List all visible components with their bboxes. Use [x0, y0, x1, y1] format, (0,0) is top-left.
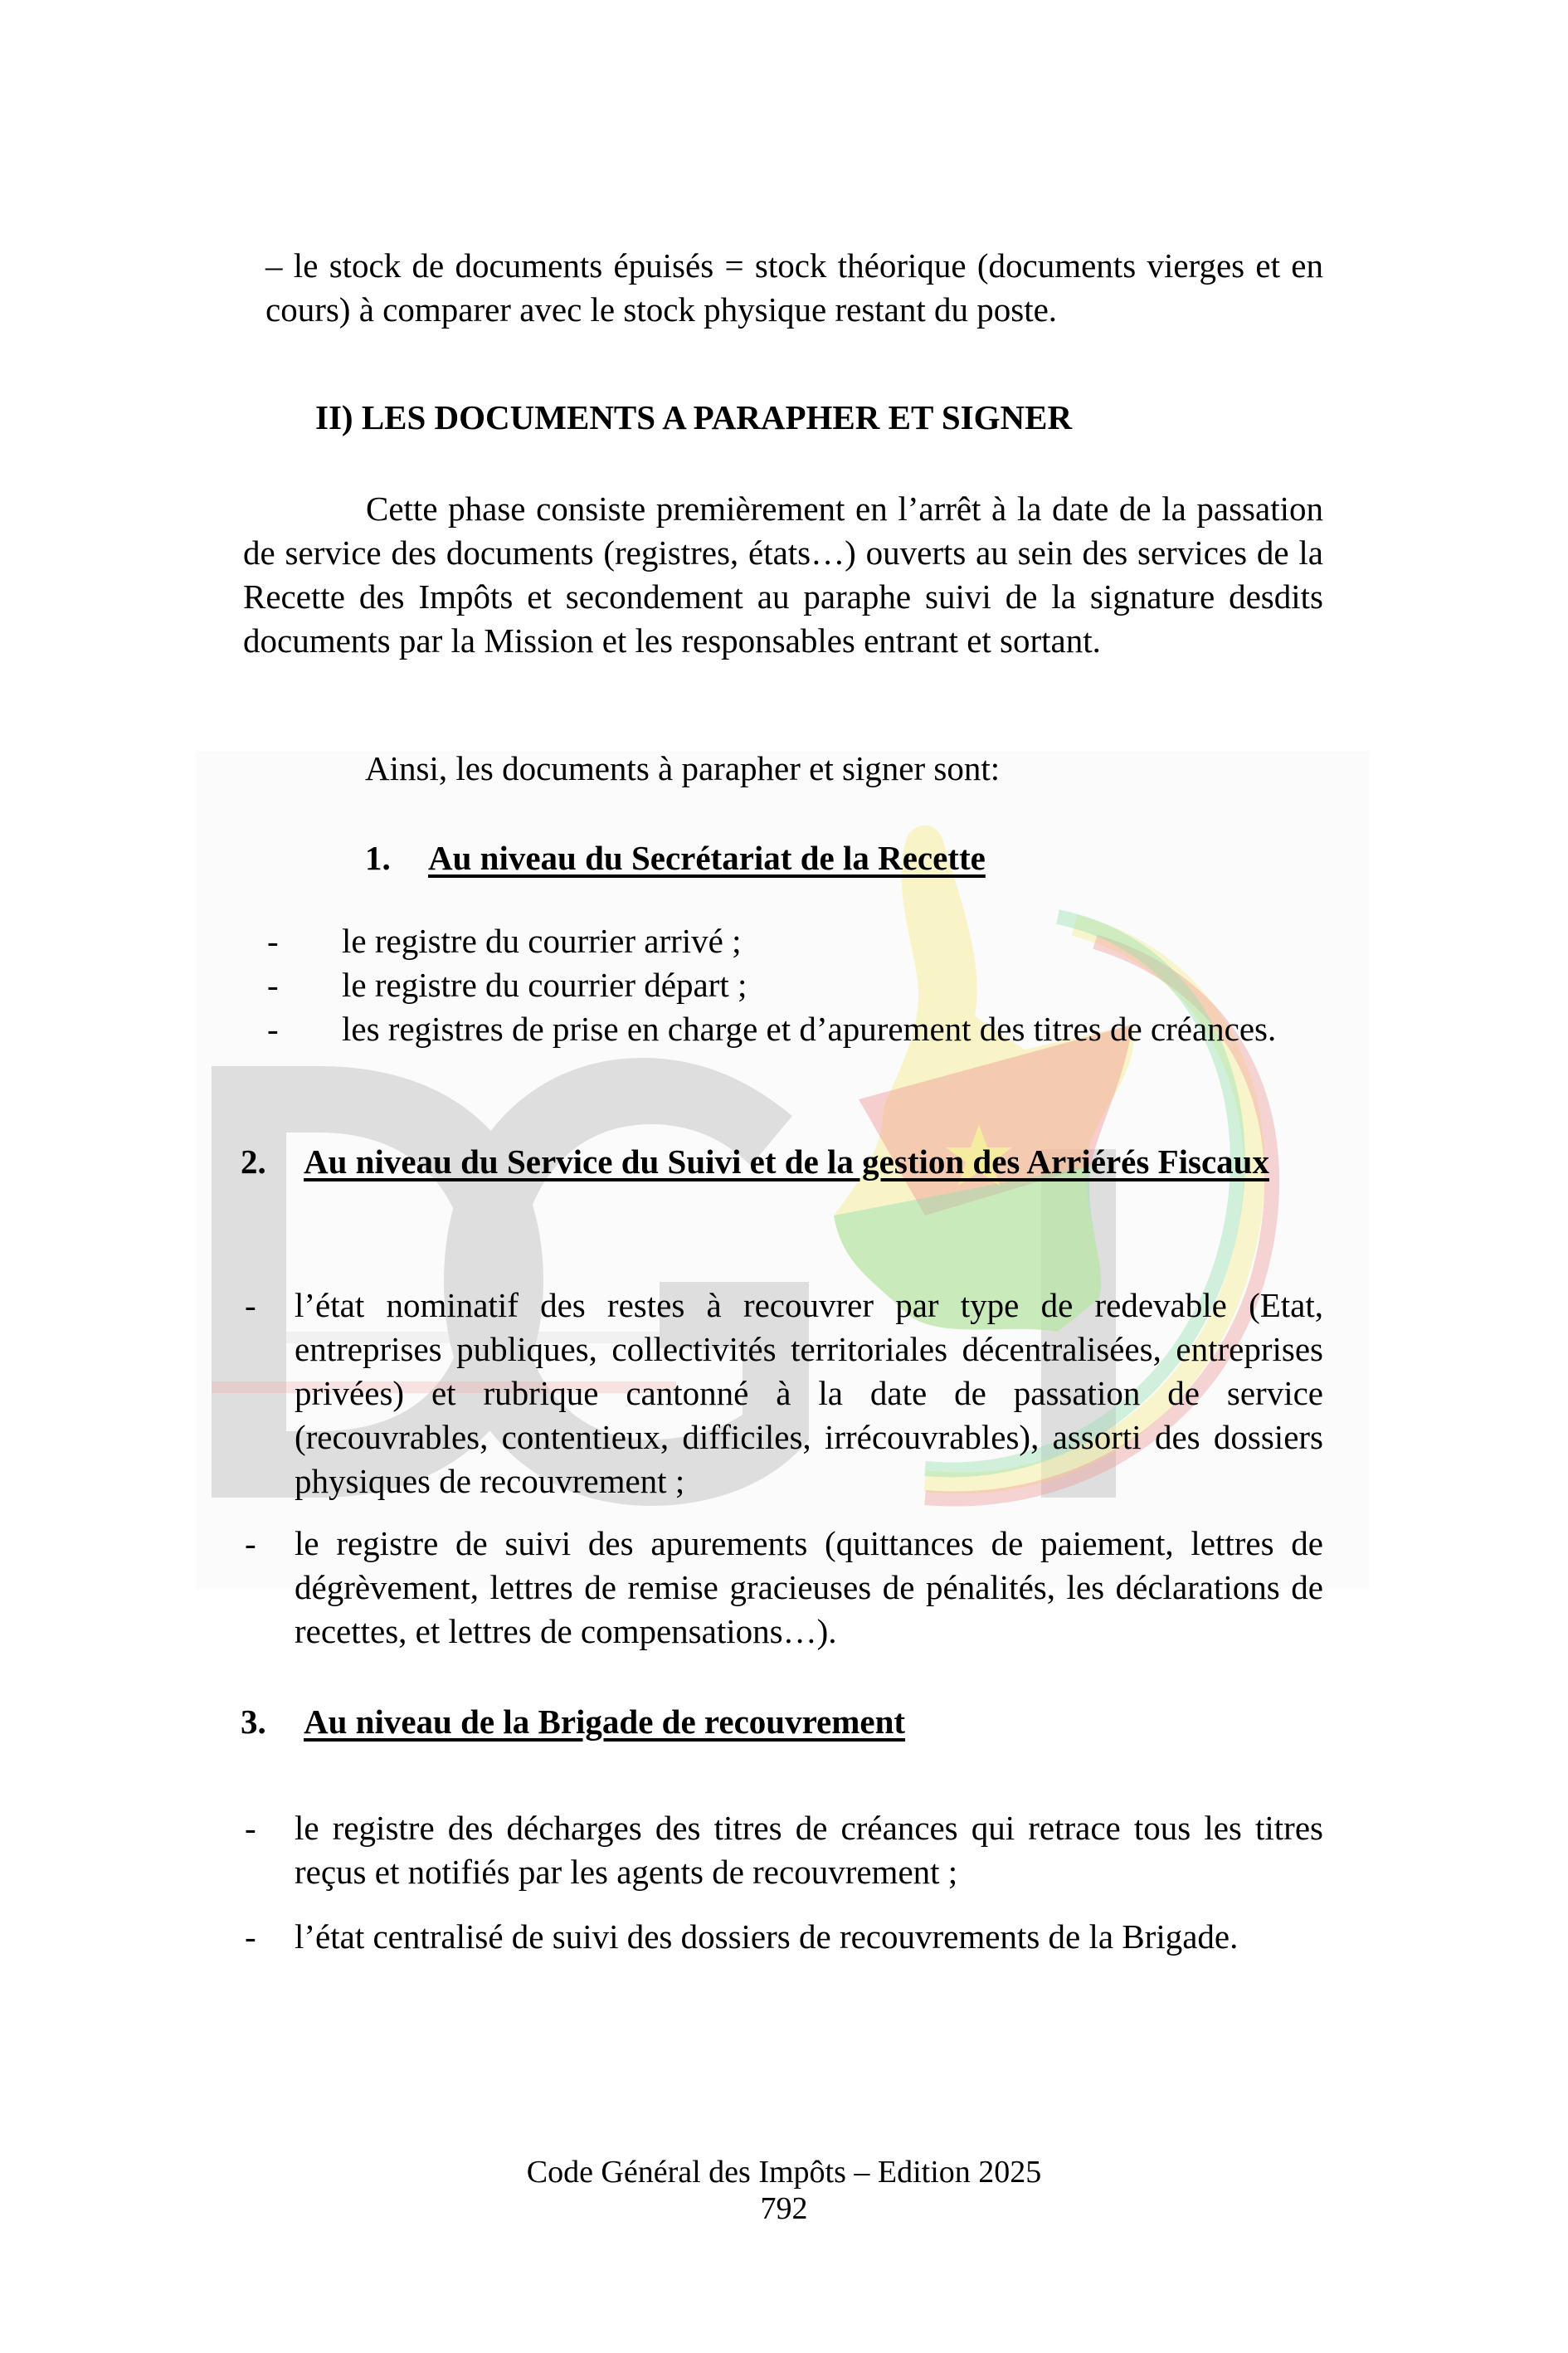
bullet-dash: -	[267, 922, 279, 960]
list-item-text: le registre des décharges des titres de créances qui retrace tous les titres reçus et notifiés par les agents de recouvrement ;	[295, 1809, 1323, 1891]
list-item-text: l’état centralisé de suivi des dossiers de recouvrements de la Brigade.	[295, 1917, 1239, 1956]
list-item-text: le registre du courrier départ ;	[342, 966, 747, 1004]
bullet-dash: -	[245, 1917, 256, 1956]
subsection-number: 3.	[241, 1703, 266, 1741]
body-paragraph	[243, 487, 1323, 663]
intro-paragraph: – le stock de documents épuisés = stock théorique (documents vierges et en cours) à comparer avec le stock physique restant du poste.	[265, 246, 1323, 329]
bullet-dash: -	[267, 1010, 279, 1048]
page-number: 792	[760, 2191, 808, 2226]
bullet-dash: -	[245, 1524, 256, 1562]
subsection-title: Au niveau de la Brigade de recouvrement	[304, 1703, 906, 1741]
subsection-title: Au niveau du Service du Suivi et de la gestion des Arriérés Fiscaux	[304, 1142, 1269, 1181]
subsection-number: 2.	[241, 1142, 266, 1181]
body-paragraph-text: Cette phase consiste premièrement en l’arrêt à la date de la passation de service des documents (registres, états…) ouverts au sein des services de la Recette des Impôts et secondement au paraphe suivi de la signature desdits documents par la Mission et les responsables entrant et sortant.	[243, 490, 1323, 660]
bullet-dash: -	[245, 1809, 256, 1847]
list-item-text: l’état nominatif des restes à recouvrer par type de redevable (Etat, entreprises publiques, collectivités territoriales décentralisées, entreprises privées) et rubrique cantonné à la date de passation de service (recouvrables, contentieux, difficiles, irrécouvrables), assorti des dossiers physiques de recouvrement ;	[295, 1286, 1323, 1500]
footer-title: Code Général des Impôts – Edition 2025	[526, 2155, 1042, 2190]
subsection-title: Au niveau du Secrétariat de la Recette	[428, 839, 986, 877]
bullet-dash: -	[245, 1286, 256, 1324]
list-item-text: le registre de suivi des apurements (quittances de paiement, lettres de dégrèvement, lettres de remise gracieuses de pénalités, les déclarations de recettes, et lettres de compensations…).	[295, 1524, 1323, 1650]
list-item-text: les registres de prise en charge et d’apurement des titres de créances.	[342, 1010, 1277, 1048]
list-item-text: le registre du courrier arrivé ;	[342, 922, 742, 960]
section-heading: II) LES DOCUMENTS A PARAPHER ET SIGNER	[315, 398, 1073, 436]
bullet-dash: -	[267, 966, 279, 1004]
lead-in-text: Ainsi, les documents à parapher et signer sont:	[365, 749, 1001, 787]
subsection-number: 1.	[365, 839, 391, 877]
